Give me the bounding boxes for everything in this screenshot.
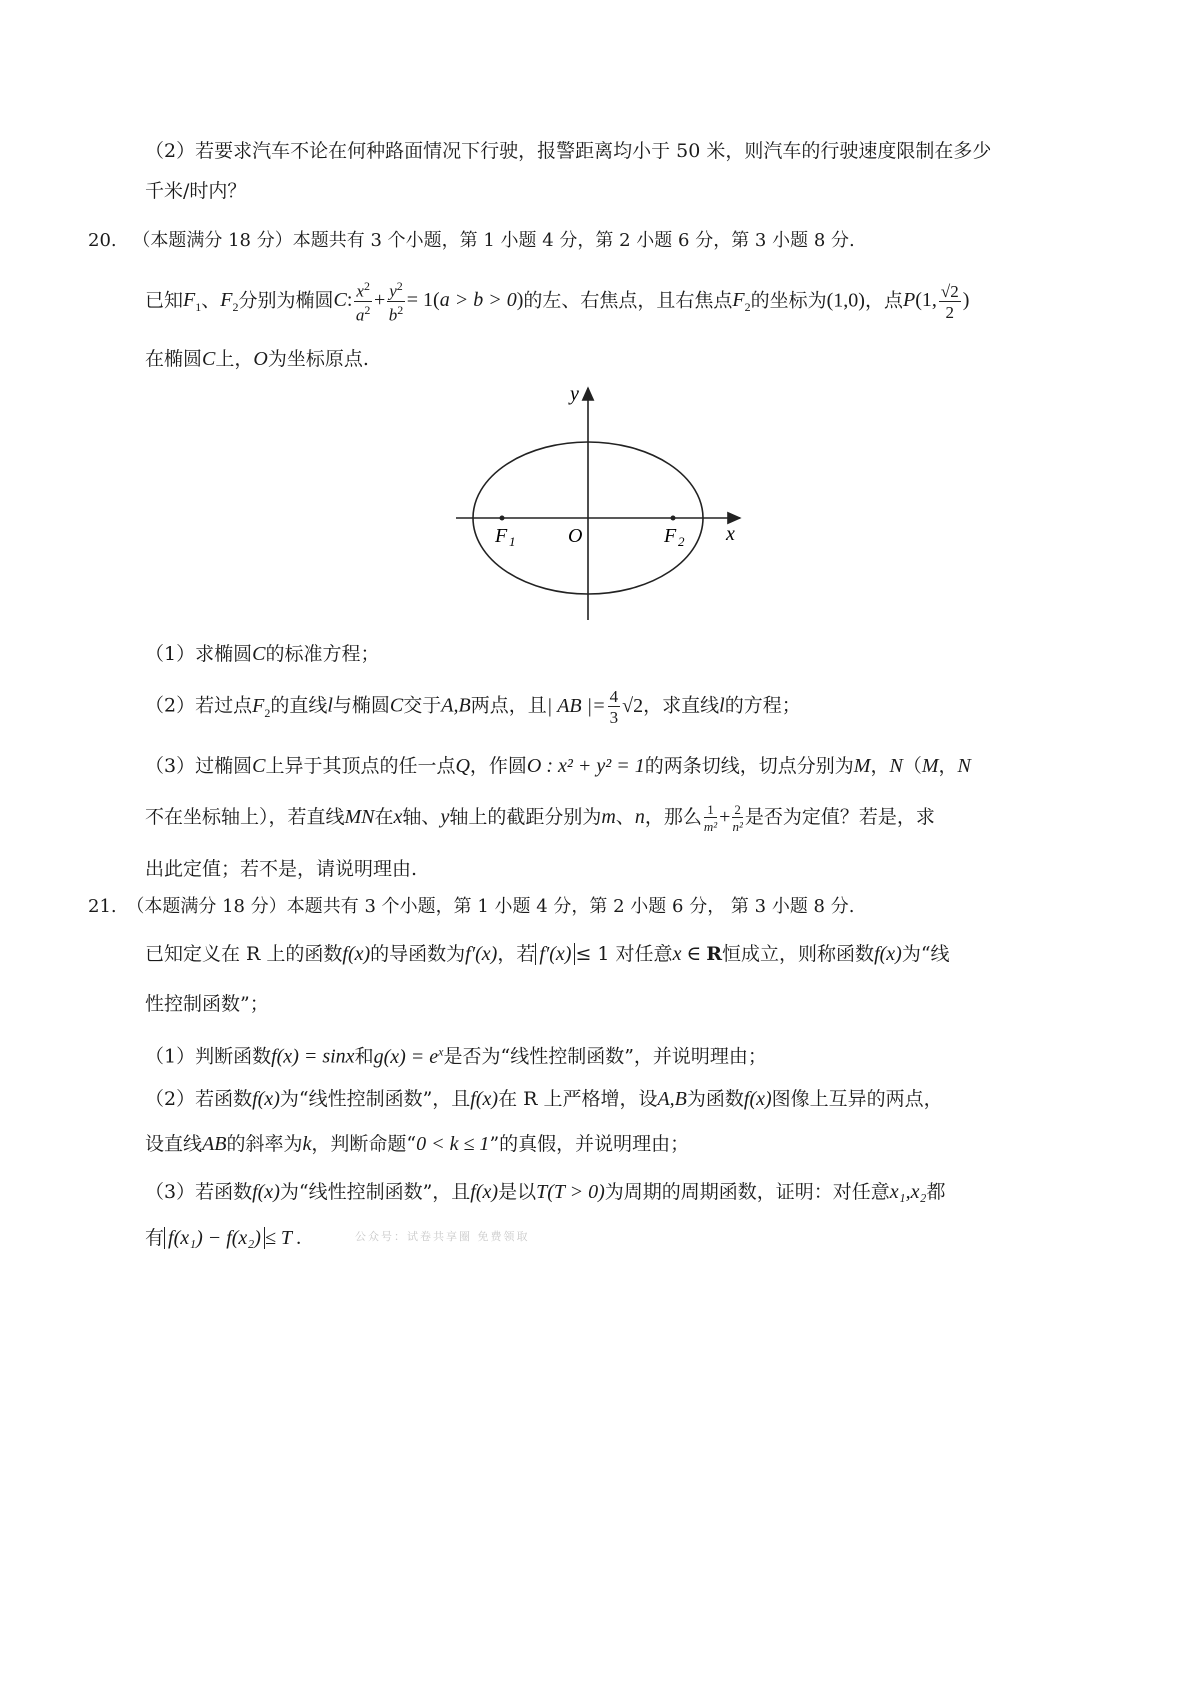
q20-part1 bbox=[145, 640, 379, 668]
n-symbol: N bbox=[889, 755, 903, 777]
l-symbol: l bbox=[327, 694, 333, 717]
q21-part3-line2 bbox=[145, 1224, 302, 1252]
q-symbol: Q bbox=[455, 755, 470, 777]
text: 是以 bbox=[498, 1181, 537, 1203]
q19-part2-text-2: 千米/时内？ bbox=[145, 180, 247, 202]
text: 为“线 bbox=[901, 943, 950, 965]
q19-part2-text: （2）若要求汽车不论在何种路面情况下行驶，报警距离均小于 50 米，则汽车的行驶速度限制在多少 bbox=[145, 140, 992, 162]
f2-symbol: $F_2$ bbox=[732, 289, 751, 315]
proposition: 0 < k ≤ 1 bbox=[416, 1133, 490, 1155]
text: 的坐标为 bbox=[750, 289, 827, 312]
text: 在 R 上严格增，设 bbox=[498, 1088, 658, 1110]
ellipse-figure bbox=[440, 370, 760, 630]
fraction-y2-b2: $\frac{y^2}{b^2}$ bbox=[388, 279, 404, 325]
y-axis-label: y bbox=[570, 383, 579, 405]
text: ，判断命题“ bbox=[311, 1133, 417, 1155]
text: 在椭圆 bbox=[145, 348, 203, 370]
text: 为周期的周期函数，证明：对任意 bbox=[604, 1181, 890, 1203]
f2-symbol: $F_2$ bbox=[220, 289, 239, 315]
fpx-symbol: f′(x) bbox=[465, 943, 498, 965]
q19-part2-line1 bbox=[145, 137, 991, 165]
text: 设直线 bbox=[145, 1133, 203, 1155]
text: 是否为定值？若是，求 bbox=[744, 806, 935, 828]
ab-length: | AB |= $\frac{4}{3}$ √2 bbox=[546, 687, 644, 727]
text: ，那么 bbox=[644, 806, 702, 828]
q20-header-text: （本题满分 18 分）本题共有 3 个小题，第 1 小题 4 分，第 2 小题 6 分，第 3 小题 8 分. bbox=[132, 230, 855, 251]
text: 的斜率为 bbox=[226, 1133, 303, 1155]
l-symbol: l bbox=[719, 694, 725, 717]
text: 的方程； bbox=[724, 694, 801, 717]
n-symbol: N bbox=[957, 755, 971, 777]
text: 在 bbox=[374, 806, 394, 828]
text: 、 bbox=[201, 289, 221, 312]
q21-intro-line1 bbox=[145, 940, 950, 968]
text: 为“线性控制函数”，且 bbox=[279, 1088, 471, 1110]
ab-points: A,B bbox=[657, 1088, 687, 1110]
focus-f1 bbox=[500, 516, 505, 521]
origin-label: O bbox=[568, 525, 583, 547]
text: 的导函数为 bbox=[370, 943, 466, 965]
c-symbol: C bbox=[252, 643, 266, 665]
q21-part2-line2 bbox=[145, 1130, 689, 1158]
text: 为坐标原点. bbox=[267, 348, 369, 370]
text: 图像上互异的两点， bbox=[771, 1088, 943, 1110]
text: （1）求椭圆 bbox=[145, 643, 253, 665]
text: ，作圆 bbox=[469, 755, 527, 777]
q21-part2-line1 bbox=[145, 1085, 943, 1113]
text: 、 bbox=[615, 806, 635, 828]
y-symbol: y bbox=[440, 806, 450, 828]
g-ex: $g(x) = e^x$ bbox=[373, 1044, 444, 1068]
text: ，求直线 bbox=[643, 694, 720, 717]
text: 与椭圆 bbox=[332, 694, 390, 717]
x-symbol: x bbox=[393, 806, 403, 828]
circle-equation: O : x² + y² = 1 bbox=[526, 755, 645, 777]
q21-number: 21. bbox=[88, 896, 117, 917]
text: 轴、 bbox=[402, 806, 441, 828]
text: ≤ 1 对任意 bbox=[575, 943, 673, 965]
text: 交于 bbox=[403, 694, 442, 717]
c-symbol: C bbox=[252, 755, 266, 777]
f2-label-sub: 2 bbox=[678, 534, 685, 549]
text: ，若 bbox=[497, 943, 536, 965]
text: 的两条切线，切点分别为 bbox=[644, 755, 854, 777]
f1-symbol: $F_1$ bbox=[183, 289, 202, 315]
f1-label-sub: 1 bbox=[509, 534, 516, 549]
text: 不在坐标轴上），若直线 bbox=[145, 806, 345, 828]
t-condition: T(T > 0) bbox=[536, 1181, 605, 1203]
fx-symbol: f(x) bbox=[874, 943, 902, 965]
q19-part2-line2 bbox=[145, 177, 246, 205]
text: ， bbox=[938, 755, 958, 777]
x1x2-symbol: x₁,x₂ bbox=[889, 1181, 927, 1203]
fx-symbol: f(x) bbox=[252, 1181, 280, 1203]
text: 上， bbox=[215, 348, 254, 370]
text: 是否为“线性控制函数”，并说明理由； bbox=[443, 1045, 767, 1068]
fraction-sum: $\frac{1}{\text{m²}}$ + $\frac{2}{\text{n²}}$ bbox=[703, 802, 743, 835]
text: 的左、右焦点，且右焦点 bbox=[523, 289, 733, 312]
f-sinx: f(x) = sinx bbox=[271, 1045, 355, 1068]
m-symbol: M bbox=[853, 755, 871, 777]
f1-label: F bbox=[495, 525, 508, 547]
text: 已知 bbox=[145, 289, 184, 312]
text: 已知定义在 R 上的函数 bbox=[145, 943, 343, 965]
q20-part3-line2 bbox=[145, 803, 935, 833]
fx-symbol: f(x) bbox=[470, 1181, 499, 1203]
q20-part2 bbox=[145, 688, 801, 727]
fx-symbol: f(x) bbox=[470, 1088, 499, 1110]
text: （3）若函数 bbox=[145, 1181, 253, 1203]
n-var: n bbox=[634, 806, 645, 828]
text: ，点 bbox=[864, 289, 903, 312]
x-in-symbol: x ∈ bbox=[672, 943, 707, 965]
q20-intro-line2 bbox=[145, 345, 369, 373]
coord: (1,0) bbox=[826, 289, 865, 312]
text: （1）判断函数 bbox=[145, 1045, 272, 1068]
q21-intro-line2 bbox=[145, 990, 269, 1018]
ellipse-equation: C: $\frac{x^2}{a^2}$ + $\frac{y^2}{b^2}$ = 1(a > b > 0) bbox=[333, 279, 524, 325]
focus-f2 bbox=[671, 516, 676, 521]
text: （ bbox=[902, 755, 922, 777]
text: 出此定值；若不是，请说明理由. bbox=[145, 858, 418, 880]
ab-points: A,B bbox=[441, 694, 471, 717]
text: 为函数 bbox=[686, 1088, 744, 1110]
text: 有 bbox=[145, 1227, 165, 1249]
text: 的标准方程； bbox=[265, 643, 380, 665]
fx-symbol: f(x) bbox=[342, 943, 371, 965]
text: 性控制函数”； bbox=[145, 993, 269, 1015]
c-symbol: C bbox=[202, 348, 216, 370]
text: 为“线性控制函数”，且 bbox=[279, 1181, 471, 1203]
ab-line: AB bbox=[202, 1133, 227, 1155]
text: 两点，且 bbox=[470, 694, 547, 717]
o-symbol: O bbox=[253, 348, 268, 370]
text: ， bbox=[870, 755, 890, 777]
q21-header bbox=[88, 893, 854, 921]
r-bold: R bbox=[706, 943, 723, 965]
q20-number: 20. bbox=[88, 230, 117, 251]
q20-part3-line3 bbox=[145, 855, 417, 883]
k-symbol: k bbox=[302, 1133, 312, 1155]
text: （2）若过点 bbox=[145, 694, 253, 717]
q20-header bbox=[88, 227, 855, 255]
text: 都 bbox=[926, 1181, 946, 1203]
mn-symbol: MN bbox=[344, 806, 375, 828]
abs-expression: f(x₁) − f(x₂) bbox=[164, 1227, 265, 1249]
fraction-x2-a2: $\frac{x^2}{a^2}$ bbox=[355, 279, 371, 325]
text: 分别为椭圆 bbox=[238, 289, 334, 312]
q21-part3-line1 bbox=[145, 1178, 945, 1206]
text: ”的真假，并说明理由； bbox=[489, 1133, 690, 1155]
c-symbol: C bbox=[389, 694, 404, 717]
inequality: ≤ T . bbox=[264, 1227, 302, 1249]
text: 和 bbox=[354, 1045, 374, 1068]
q20-intro-line1 bbox=[145, 280, 969, 323]
abs-fpx: f′(x) bbox=[535, 943, 575, 965]
text: 恒成立，则称函数 bbox=[722, 943, 875, 965]
x-axis-label: x bbox=[726, 523, 735, 545]
q20-part3-line1 bbox=[145, 752, 971, 780]
m-var: m bbox=[601, 806, 616, 828]
watermark: 公众号：试卷共享圈 免费领取 bbox=[355, 1230, 530, 1243]
text: 上异于其顶点的任一点 bbox=[265, 755, 456, 777]
q21-part1 bbox=[145, 1037, 767, 1071]
f2-symbol: $F_2$ bbox=[252, 694, 271, 720]
fx-symbol: f(x) bbox=[252, 1088, 280, 1110]
f2-label: F bbox=[664, 525, 677, 547]
text: （2）若函数 bbox=[145, 1088, 253, 1110]
m-symbol: M bbox=[921, 755, 939, 777]
text: （3）过椭圆 bbox=[145, 755, 253, 777]
q21-header-text: （本题满分 18 分）本题共有 3 个小题，第 1 小题 4 分，第 2 小题 6 分， 第 3 小题 8 分. bbox=[126, 896, 855, 917]
fx-symbol: f(x) bbox=[743, 1088, 772, 1110]
text: 轴上的截距分别为 bbox=[449, 806, 602, 828]
point-p: P(1, $\frac{√2}{2}$ ) bbox=[902, 281, 970, 322]
text: 的直线 bbox=[270, 694, 328, 717]
